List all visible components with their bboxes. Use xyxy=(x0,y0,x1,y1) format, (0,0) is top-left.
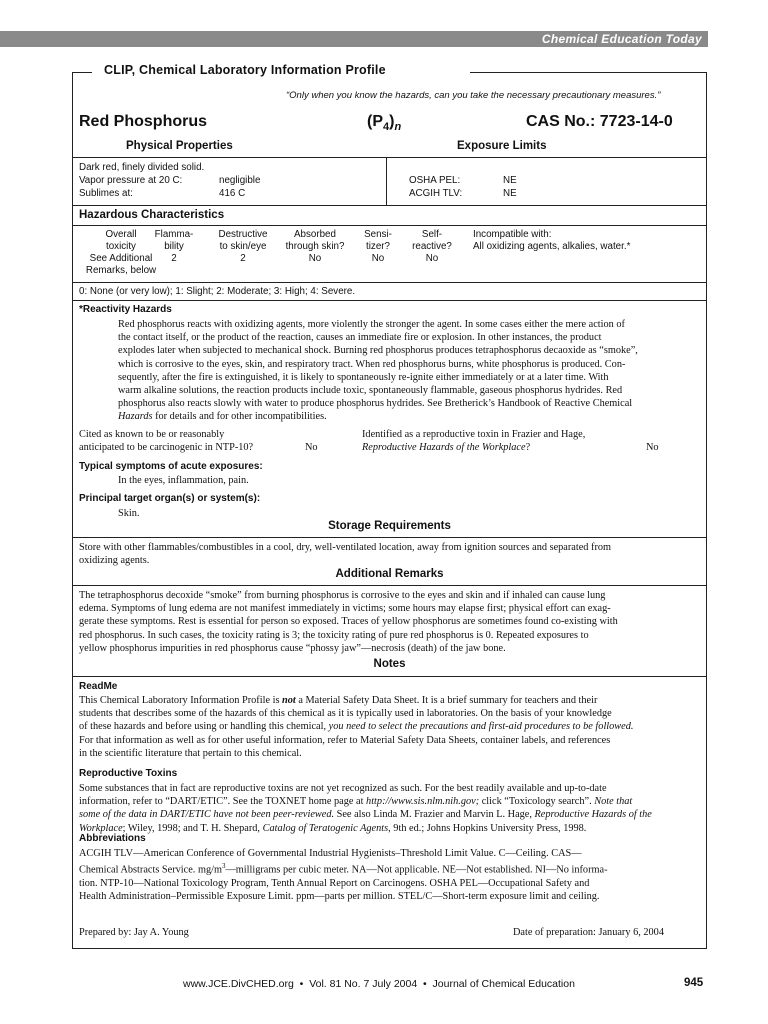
superscript: 3 xyxy=(221,862,226,871)
text-line: tion. NTP-10—National Toxicology Program, Tenth Annual Report on Carcinogens. OSHA PEL—Occupational Safety and xyxy=(79,877,590,889)
text-line: sequently, after the fire is extinguished, it is likely to spontaneously re-ignite either immediately or at a later time. With xyxy=(118,371,609,383)
hazard-destructive xyxy=(208,229,278,265)
formula-close: ) xyxy=(389,113,395,130)
readme-text xyxy=(79,694,633,760)
text-line: Red phosphorus reacts with oxidizing agents, more violently the stronger the agent. In some cases either the mere action of xyxy=(118,319,625,330)
formula-sub: 4 xyxy=(383,121,390,134)
hazard-cell: Sensi- xyxy=(364,229,392,240)
text-fragment: Chemical Abstracts Service. mg/m xyxy=(79,864,222,876)
text-line: For that information as well as for other useful information, refer to Material Safety Data Sheets, container labels, and references xyxy=(79,734,611,746)
chemical-name: Red Phosphorus xyxy=(79,113,208,130)
target-heading: Principal target organ(s) or system(s): xyxy=(79,493,261,504)
hazard-cell: Absorbed xyxy=(294,229,336,240)
text-line: The tetraphosphorus decoxide “smoke” from burning phosphorus is corrosive to the eyes and skin and if inhaled can cause lung xyxy=(79,590,606,601)
repro-q2 xyxy=(362,441,530,454)
text-fragment: for details and for other incompatibilities. xyxy=(152,411,327,423)
hazard-absorbed xyxy=(278,229,352,265)
exposure-heading: Exposure Limits xyxy=(457,140,547,152)
book-title: Catalog of Teratogenic Agents xyxy=(262,822,389,834)
text-line: phosphorus also reacts slowly with water to produce phosphorus hydrides. See Bretherick’s Handbook of Reactive Chemical xyxy=(118,398,633,410)
physical-desc: Dark red, finely divided solid. xyxy=(79,162,205,173)
section-banner xyxy=(0,31,708,47)
symptoms-text: In the eyes, inflammation, pain. xyxy=(118,475,249,486)
symptoms-heading: Typical symptoms of acute exposures: xyxy=(79,461,263,472)
hazard-cell: No xyxy=(425,253,439,264)
text-fragment: —milligrams per cubic meter. NA—Not applicable. NE—Not established. NI—No informa- xyxy=(225,864,608,876)
hazard-scale: 0: None (or very low); 1: Slight; 2: Moderate; 3: High; 4: Severe. xyxy=(79,286,356,297)
text-line: gerate these symptoms. Rest is essential for person so exposed. Traces of yellow phosphorus are sometimes found co-existing with xyxy=(79,616,618,628)
text-line: explodes later when subjected to mechanical shock. Burning red phosphorus produces tetraphosphorus decaoxide as “smoke”, xyxy=(118,345,638,357)
url-text: http://www.sis.nlm.nih.gov; xyxy=(366,796,480,808)
text-line: the contact itself, or the product of the reaction, causes an immediate fire or explosion. In other instances, the product xyxy=(118,332,602,344)
hazard-cell: Destructive xyxy=(218,229,268,240)
repro-answer: No xyxy=(646,442,659,453)
repro-toxins-text xyxy=(79,782,652,835)
reactivity-text xyxy=(118,318,700,424)
banner-text: Chemical Education Today xyxy=(541,32,702,46)
text-line: warm alkaline solutions, the reaction products include toxic, spontaneously flammable, gaseous phosphorus hydrides. Red xyxy=(118,385,623,397)
prepared-by: Prepared by: Jay A. Young xyxy=(79,927,189,938)
hazard-cell: Incompatible with: xyxy=(473,229,552,240)
cas-number: CAS No.: 7723-14-0 xyxy=(526,113,673,130)
osha-label: OSHA PEL: xyxy=(409,175,461,186)
text-line: yellow phosphorus impurities in red phosphorus cause “phossy jaw”—necrosis (death) of the jaw bone. xyxy=(79,642,506,654)
page-footer: www.JCE.DivCHED.org • Vol. 81 No. 7 July 2004 • Journal of Chemical Education xyxy=(183,978,575,990)
formula-n: n xyxy=(394,121,402,134)
divider xyxy=(72,300,707,301)
text-line xyxy=(79,808,652,821)
text-fragment: ? xyxy=(525,442,531,453)
text-line xyxy=(79,694,633,707)
frame-top-right xyxy=(470,72,707,73)
notes-heading: Notes xyxy=(373,658,406,670)
repro-q1: Identified as a reproductive toxin in Frazier and Hage, xyxy=(362,429,586,440)
divider xyxy=(72,537,707,538)
text-line: oxidizing agents. xyxy=(79,555,150,567)
emphasis: you need to select the precautions and first-aid procedures to be followed. xyxy=(328,721,634,733)
text-line: Health Administration–Permissible Exposure Limit. ppm—parts per million. STEL/C—Short-term exposure limit and ceiling. xyxy=(79,891,600,903)
physical-heading: Physical Properties xyxy=(126,140,233,152)
text-line xyxy=(118,410,700,423)
hazard-flammability xyxy=(146,229,202,265)
text-fragment: click “Toxicology search”. xyxy=(479,796,595,808)
hazard-sensitizer xyxy=(352,229,404,265)
vapor-value: negligible xyxy=(219,175,261,186)
hazard-cell: reactive? xyxy=(412,241,452,252)
text-line: red phosphorus. In such cases, the toxicity rating is 3; the toxicity rating of pure red phosphorus is 0. Repeated exposures to xyxy=(79,629,589,641)
text-fragment: See also Linda M. Frazier and Marvin L. Hage, xyxy=(334,809,535,821)
hazard-cell: All oxidizing agents, alkalies, water.* xyxy=(473,241,631,252)
readme-heading: ReadMe xyxy=(79,681,118,692)
frame-top-left xyxy=(72,72,92,73)
hazard-cell: No xyxy=(308,253,322,264)
carcinogen-answer: No xyxy=(305,442,318,453)
hazard-cell: Overall xyxy=(105,229,137,240)
text-line: edema. Symptoms of lung edema are not manifest immediately in victims; some hours may elapse first; physical effort can exag- xyxy=(79,603,611,615)
hazard-cell: See Additional xyxy=(89,253,153,264)
reactivity-heading: *Reactivity Hazards xyxy=(79,304,172,315)
hazard-cell: bility xyxy=(164,241,184,252)
hazard-cell: to skin/eye xyxy=(219,241,267,252)
hazard-cell: 2 xyxy=(171,253,177,264)
storage-heading: Storage Requirements xyxy=(328,520,451,532)
text-line: ACGIH TLV—American Conference of Governmental Industrial Hygienists–Threshold Limit Value. C—Ceiling. CAS— xyxy=(79,848,582,859)
remarks-text xyxy=(79,589,618,655)
acgih-value: NE xyxy=(503,188,517,199)
carcinogen-q2: anticipated to be carcinogenic in NTP-10? xyxy=(79,442,254,453)
text-fragment: information, refer to “DART/ETIC”. See the TOXNET home page at xyxy=(79,796,367,808)
carcinogen-q1: Cited as known to be or reasonably xyxy=(79,429,225,440)
divider xyxy=(72,225,707,226)
hazard-cell: Flamma- xyxy=(154,229,194,240)
preparation-date: Date of preparation: January 6, 2004 xyxy=(513,927,664,938)
hazard-self-reactive xyxy=(404,229,460,265)
text-fragment: ; Wiley, 1998; and T. H. Shepard, xyxy=(122,822,263,834)
hazard-cell: No xyxy=(371,253,385,264)
text-line xyxy=(79,822,652,835)
target-text: Skin. xyxy=(118,508,140,519)
emphasis: some of the data in DART/ETIC have not been peer-reviewed. xyxy=(79,809,335,821)
hazard-heading: Hazardous Characteristics xyxy=(79,209,225,221)
text-fragment: , 9th ed.; Johns Hopkins University Press, 1998. xyxy=(388,822,587,834)
text-line xyxy=(79,860,608,877)
clip-title: CLIP, Chemical Laboratory Information Profile xyxy=(104,63,386,77)
page-number: 945 xyxy=(684,977,704,989)
text-line: which is corrosive to the eyes, skin, and respiratory tract. When red phosphorus burns, white phosphorus is produced. Con- xyxy=(118,358,626,370)
hazard-cell: Self- xyxy=(421,229,443,240)
divider xyxy=(72,157,707,158)
vapor-label: Vapor pressure at 20 C: xyxy=(79,175,183,186)
text-fragment: of these hazards and before using or handling this chemical, xyxy=(79,721,329,733)
hazard-cell: 2 xyxy=(240,253,246,264)
quote: “Only when you know the hazards, can you take the necessary precautionary measures.” xyxy=(286,90,661,101)
text-fragment: a Material Safety Data Sheet. It is a brief summary for teachers and their xyxy=(295,695,598,706)
text-fragment: This Chemical Laboratory Information Profile is xyxy=(79,695,283,706)
divider xyxy=(72,282,707,283)
formula-main: (P xyxy=(367,113,383,130)
sublimes-label: Sublimes at: xyxy=(79,188,133,199)
hazard-cell: Remarks, below xyxy=(85,265,157,276)
remarks-heading: Additional Remarks xyxy=(335,568,444,580)
sublimes-value: 416 C xyxy=(219,188,246,199)
abbreviations-heading: Abbreviations xyxy=(79,833,146,844)
emphasis: not xyxy=(282,695,296,706)
chemical-formula xyxy=(367,113,401,133)
book-title: Hazards xyxy=(118,411,153,423)
text-line: Some substances that in fact are reproductive toxins are not yet recognized as such. For the best readily available and up-to-date xyxy=(79,783,607,794)
book-title: Workplace xyxy=(79,822,123,834)
text-line: students that describes some of the hazards of this chemical as it is typically used in laboratories. On the basis of your knowledge xyxy=(79,708,612,720)
text-line: Store with other flammables/combustibles in a cool, dry, well-ventilated location, away from ignition sources and separated from xyxy=(79,542,612,553)
hazard-incompatible xyxy=(473,229,703,253)
hazard-cell: tizer? xyxy=(366,241,390,252)
hazard-cell: toxicity xyxy=(106,241,136,252)
emphasis: Note that xyxy=(594,796,633,808)
divider xyxy=(72,585,707,586)
acgih-label: ACGIH TLV: xyxy=(409,188,463,199)
text-line xyxy=(79,720,633,733)
vertical-divider xyxy=(386,157,387,205)
text-line xyxy=(79,795,652,808)
abbreviations-text xyxy=(79,847,608,903)
book-title: Reproductive Hazards of the Workplace xyxy=(362,442,526,453)
storage-text xyxy=(79,541,611,567)
osha-value: NE xyxy=(503,175,517,186)
text-line: in the scientific literature that pertain to this chemical. xyxy=(79,747,302,759)
hazard-cell: through skin? xyxy=(285,241,345,252)
divider xyxy=(72,205,707,206)
divider xyxy=(72,676,707,677)
book-title: Reproductive Hazards of the xyxy=(534,809,652,821)
repro-toxins-heading: Reproductive Toxins xyxy=(79,768,178,779)
